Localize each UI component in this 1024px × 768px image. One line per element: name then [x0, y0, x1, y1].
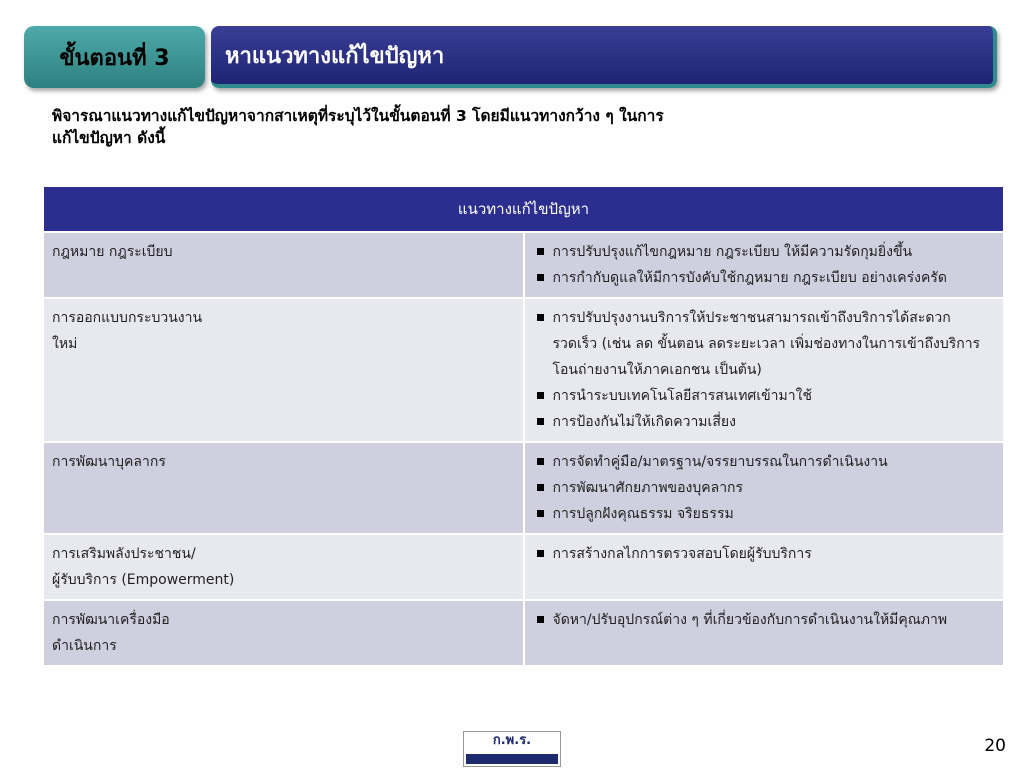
list-item: การปรับปรุงแก้ไขกฎหมาย กฎระเบียบ ให้มีความรัดกุมยิ่งขึ้น — [533, 239, 996, 265]
table-row — [44, 534, 1003, 600]
category-cell — [44, 298, 524, 442]
category-cell — [44, 600, 524, 666]
category-cell — [44, 534, 524, 600]
category-line: ใหม่ — [52, 336, 78, 352]
items-cell — [524, 298, 1004, 442]
table-row — [44, 600, 1003, 666]
category-line: กฎหมาย กฎระเบียบ — [52, 244, 173, 260]
intro-line-2: แก้ไขปัญหา ดังนี้ — [52, 129, 166, 147]
step-label: ขั้นตอนที่ 3 — [59, 45, 170, 71]
logo-text: ก.พ.ร. — [492, 733, 532, 748]
category-line: ดำเนินการ — [52, 638, 117, 654]
table-row — [44, 442, 1003, 534]
table-header-row — [44, 187, 1003, 232]
category-line: การพัฒนาบุคลากร — [52, 454, 166, 470]
list-item: การพัฒนาศักยภาพของบุคลากร — [533, 475, 996, 501]
logo-strip — [466, 754, 558, 764]
items-cell — [524, 534, 1004, 600]
table-row — [44, 232, 1003, 298]
category-line: ผู้รับบริการ (Empowerment) — [52, 572, 235, 588]
title-bar — [211, 26, 997, 88]
list-item: การสร้างกลไกการตรวจสอบโดยผู้รับบริการ — [533, 541, 996, 567]
list-item: การป้องกันไม่ให้เกิดความเสี่ยง — [533, 409, 996, 435]
list-item: จัดหา/ปรับอุปกรณ์ต่าง ๆ ที่เกี่ยวข้องกับการดำเนินงานให้มีคุณภาพ — [533, 607, 996, 633]
list-item: การกำกับดูแลให้มีการบังคับใช้กฎหมาย กฎระเบียบ อย่างเคร่งครัด — [533, 265, 996, 291]
list-item: การปรับปรุงงานบริการให้ประชาชนสามารถเข้าถึงบริการได้สะดวกรวดเร็ว (เช่น ลด ขั้นตอน ลดระยะเวลา เพิ่มช่องทางในการเข้าถึงบริการ โอนถ่ายงานให้ภาคเอกชน เป็นต้น) — [533, 305, 996, 383]
category-cell — [44, 232, 524, 298]
table-row — [44, 298, 1003, 442]
opdc-logo — [463, 731, 561, 767]
list-item: การนำระบบเทคโนโลยีสารสนเทศเข้ามาใช้ — [533, 383, 996, 409]
category-line: การพัฒนาเครื่องมือ — [52, 612, 170, 628]
intro-paragraph — [52, 105, 952, 149]
intro-line-1: พิจารณาแนวทางแก้ไขปัญหาจากสาเหตุที่ระบุไว้ในขั้นตอนที่ 3 โดยมีแนวทางกว้าง ๆ ในการ — [52, 107, 664, 125]
category-line: การออกแบบกระบวนงาน — [52, 310, 203, 326]
page-title: หาแนวทางแก้ไขปัญหา — [225, 43, 445, 69]
items-cell — [524, 442, 1004, 534]
page-number: 20 — [984, 736, 1006, 756]
list-item: การจัดทำคู่มือ/มาตรฐาน/จรรยาบรรณในการดำเนินงาน — [533, 449, 996, 475]
solutions-table — [44, 187, 1003, 667]
table-header: แนวทางแก้ไขปัญหา — [44, 187, 1003, 232]
items-cell — [524, 600, 1004, 666]
category-line: การเสริมพลังประชาชน/ — [52, 546, 196, 562]
items-cell — [524, 232, 1004, 298]
list-item: การปลูกฝังคุณธรรม จริยธรรม — [533, 501, 996, 527]
category-cell — [44, 442, 524, 534]
step-badge — [24, 26, 205, 88]
